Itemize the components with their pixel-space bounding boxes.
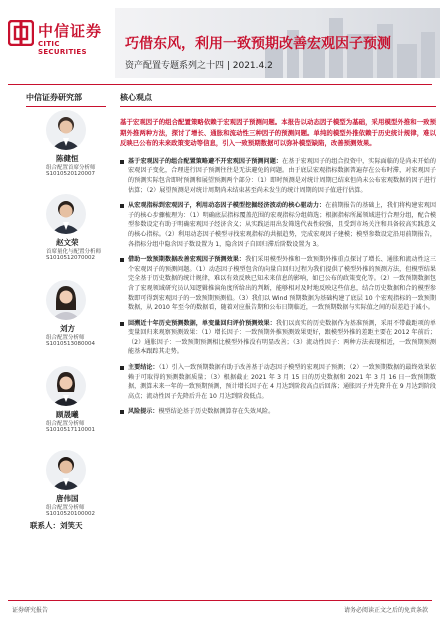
bullet-text: 我们以真实的历史数据作为基准预测，采用不带截距项的单变量回归来观察预测效果：（1）增长因子：一致预期外推预测效果更好，跟模型外推的差距主要在 2012 年前后；（2）通胀因子：一致预期预测相比模型外推没有明显改善；（3）流动性因子：两种方法表现相近，一致预期预测能基本跟踪其走势。 — [128, 319, 437, 356]
analyst-cert: S1010517110001 — [46, 427, 95, 433]
contact-person: 联系人：刘笑天 — [30, 521, 83, 530]
bullet-square-icon — [120, 322, 124, 326]
bullet-item — [120, 157, 436, 195]
bullet-lead: 回溯近十年历史预测数据，单变量回归评价预测效果： — [128, 319, 276, 327]
avatar — [46, 366, 86, 406]
analyst-role: 组合配置分析师 — [46, 421, 85, 427]
bullet-text: （1）引入一致预期数据有助于改善基于动态因子模型的宏观因子预测；（2）一致预期数据的最终效果依赖于可取得的预测数据质量；（3）根据截止 2021 年 3 月 15 日的历史数据和 2021 年 3 月 16 日一致预期数据，测算未来一年的一致预期预测，预计增长因子在 4 月达到阶段高点后回落；通胀因子并先降升在 9 月达到阶段高点；流动性因子先降后升在 10 月达到阶段低点。 — [128, 364, 437, 400]
bullet-text: 在前期报告的基础上，我们将构建宏观因子的核心步骤梳理为：（1）明确底层指标覆盖范围的宏观指标分组筛选；根据指标所属领域进行合理分组，配合模型参数设定有助于明确宏观因子经济含义；从实践运用出发筛选代表性较强，且受到市场关注和具备较高实践意义的核心指标。（2）利用动态因子模型寻找宏观指标的共振趋势，完成宏观因子建模；模型参数设定沿用前期报告，各指标分组中隐含因子数设置为 1，隐含因子自回归滞后阶数设置为 3。 — [128, 202, 437, 248]
bullet-text: 在基于宏观因子的组合投资中，实际面临的是尚未开始的宏观因子变化，合理进行因子预测往往是无法避免的问题。由于底层宏观指标数据普遍存在公布时滞，对宏观因子的预测实际包含即时预测和展望预测两个部分：（1）即时预测是对统计周期已结束但尚未公布宏观数据的因子进行估算；（2）展望预测是对统计周期尚未结束甚至尚未发生的统计周期的因子值进行估算。 — [128, 157, 437, 194]
analyst-role: 组合配置首席分析师 — [46, 165, 96, 171]
citic-logo — [8, 18, 108, 68]
bullet-lead: 基于宏观因子的组合配置策略避不开宏观因子预测问题： — [128, 157, 283, 165]
analyst-name: 赵文荣 — [56, 238, 79, 247]
footer-left-text: 证券研究报告 — [12, 607, 49, 614]
citic-logo-icon — [8, 20, 34, 46]
bullet-lead: 借助一致预期数据改善宏观因子预测效果： — [128, 256, 246, 264]
bullet-item — [120, 363, 436, 401]
footer-disclaimer: 请务必阅读正文之后的免责条款 — [343, 607, 428, 614]
report-header — [0, 0, 440, 86]
abstract-paragraph: 基于宏观因子的组合配置策略依赖于宏观因子预测问题。本报告以动态因子模型为基础，采用模型外推和一致预期外推两种方法，探讨了增长、通胀和流动性三种因子的预测问题。单纯的模型外推依赖于历史统计规律，难以反映已公布的未来政策变动等信息，引入一致预期数据可以弥补模型缺陷，改善预测效果。 — [120, 118, 436, 148]
person-icon — [46, 110, 86, 150]
analyst-cert: S1010520100002 — [46, 511, 95, 517]
brand-name-en: CITIC SECURITIES — [38, 40, 87, 56]
report-title: 巧借东风，利用一致预期改善宏观因子预测 — [125, 36, 391, 52]
bullet-item — [120, 201, 436, 249]
analyst-name: 顾晟曦 — [56, 410, 79, 419]
analyst-cert: S1010512070002 — [46, 255, 95, 261]
brand-name-cn: 中信证券 — [38, 22, 103, 40]
analyst-name: 陈健恒 — [56, 154, 79, 163]
bullet-text: 我们采用模型外推和一致预期外推重点探讨了增长、通胀和流动性这三个宏观因子的预测问题。（1）动态因子模型包含的向量自回归过程为我们提供了模型外推的预测方法，但模型结果完全基于历史数据的统计规律，难以有效反映已知未来信息的影响，如已公布的政策变化等。（2）一致预期数据包含了宏观领域研究员认知逻辑推演角度所给出的判断，能够相对及时地反映这些信息，结合历史数据和合的模型参数即可得到宏观因子的一致预期预测值。（3）我们以 Wind 预期数据为基础构建了底层 10 个宏观指标的一致预期数据，从 2010 年至今的数据看，随着对应报告期和公布日期临近，一致预期数据与实际值之间的误差趋于减小。 — [128, 256, 437, 312]
analyst-name: 唐伟国 — [56, 494, 79, 503]
bullet-list — [120, 157, 436, 417]
bullet-square-icon — [120, 258, 124, 262]
person-icon — [46, 450, 86, 490]
bullet-lead: 风险提示： — [128, 408, 159, 416]
person-icon — [46, 280, 86, 320]
avatar — [46, 450, 86, 490]
bullet-item — [120, 255, 436, 313]
bullet-item — [120, 407, 436, 417]
bullet-lead: 从宏观指标到宏观因子，利用动态因子模型挖掘经济波动的核心驱动力： — [128, 202, 326, 210]
bullet-text: 模型结论基于历史数据测算存在失效风险。 — [158, 408, 275, 416]
page-footer — [8, 600, 432, 616]
section-title: 核心观点 — [120, 92, 436, 107]
avatar — [46, 280, 86, 320]
bullet-square-icon — [120, 366, 124, 370]
header-divider — [8, 84, 432, 85]
bullet-square-icon — [120, 160, 124, 164]
analyst-cert: S1010520120007 — [46, 171, 95, 177]
analyst-role: 组合配置分析师 — [46, 335, 85, 341]
bullet-lead: 主要结论： — [128, 364, 159, 372]
team-title: 中信证券研究部 — [26, 92, 106, 107]
bullet-square-icon — [120, 204, 124, 208]
avatar — [46, 110, 86, 150]
analyst-role: 首席量化与配置分析师 — [46, 249, 102, 255]
analyst-role: 组合配置分析师 — [46, 505, 85, 511]
analyst-sidebar — [8, 92, 108, 592]
analyst-name: 刘方 — [60, 324, 75, 333]
person-icon — [46, 366, 86, 406]
avatar — [46, 194, 86, 234]
analyst-cert: S1010513080004 — [46, 341, 95, 347]
person-icon — [46, 194, 86, 234]
bullet-item — [120, 319, 436, 357]
report-subtitle: 资产配置专题系列之十四 | 2021.4.2 — [125, 61, 273, 71]
core-viewpoints — [120, 92, 436, 423]
bullet-square-icon — [120, 410, 124, 414]
